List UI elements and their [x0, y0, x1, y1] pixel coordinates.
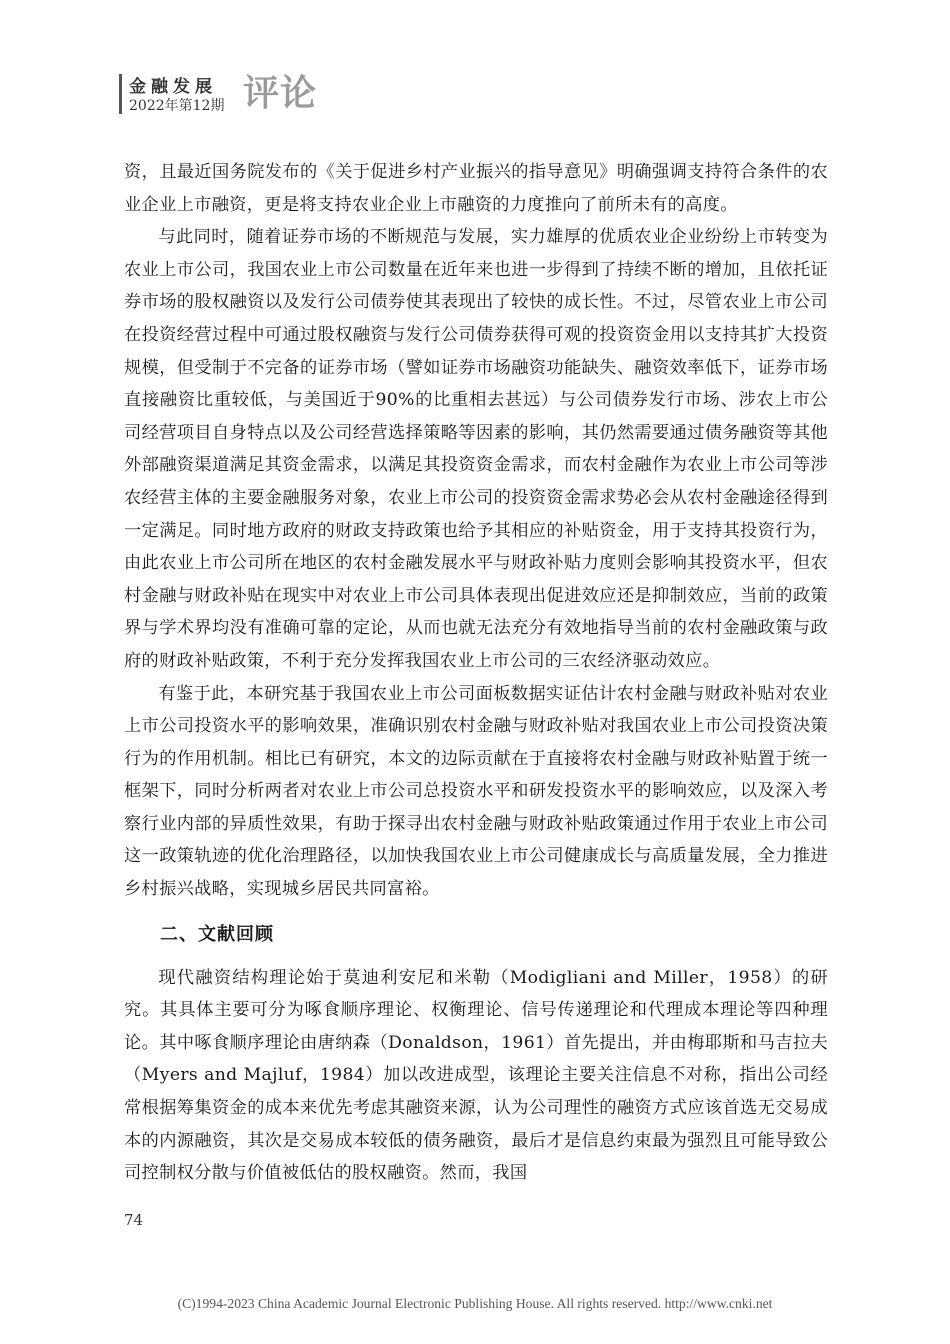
journal-name: 金融发展 [129, 77, 217, 97]
header-divider [119, 74, 122, 114]
paragraph-continued: 资，且最近国务院发布的《关于促进乡村产业振兴的指导意见》明确强调支持符合条件的农业企业上市融资，更是将支持农业企业上市融资的力度推向了前所未有的高度。 [124, 162, 828, 215]
paragraph: 与此同时，随着证券市场的不断规范与发展，实力雄厚的优质农业企业纷纷上市转变为农业上市公司，我国农业上市公司数量在近年来也进一步得到了持续不断的增加，且依托证券市场的股权融资以及发行公司债券使其表现出了较快的成长性。不过，尽管农业上市公司在投资经营过程中可通过股权融资与发行公司债券获得可观的投资资金用以支持其扩大投资规模，但受制于不完备的证券市场（譬如证券市场融资功能缺失、融资效率低下，证券市场直接融资比重较低，与美国近于90%的比重相去甚远）与公司债券发行市场、涉农上市公司经营项目自身特点以及公司经营选择策略等因素的影响，其仍然需要通过债务融资等其他外部融资渠道满足其资金需求，以满足其投资资金需求，而农村金融作为农业上市公司等涉农经营主体的主要金融服务对象，农业上市公司的投资资金需求势必会从农村金融途径得到一定满足。同时地方政府的财政支持政策也给予其相应的补贴资金，用于支持其投资行为，由此农业上市公司所在地区的农村金融发展水平与财政补贴力度则会影响其投资水平，但农村金融与财政补贴在现实中对农业上市公司具体表现出促进效应还是抑制效应，当前的政策界与学术界均没有准确可靠的定论，从而也就无法充分有效地指导当前的农村金融政策与政府的财政补贴政策，不利于充分发挥我国农业上市公司的三农经济驱动效应。 [124, 227, 828, 671]
page-number: 74 [124, 1211, 144, 1229]
paragraph: 现代融资结构理论始于莫迪利安尼和米勒（Modigliani and Miller，1958）的研究。其具体主要可分为啄食顺序理论、权衡理论、信号传递理论和代理成本理论等四种理论。其中啄食顺序理论由唐纳森（Donaldson，1961）首先提出，并由梅耶斯和马吉拉夫（Myers and Majluf，1984）加以改进成型，该理论主要关注信息不对称，指出公司经常根据筹集资金的成本来优先考虑其融资来源，认为公司理性的融资方式应该首选无交易成本的内源融资，其次是交易成本较低的债务融资，最后才是信息约束最为强烈且可能导致公司控制权分散与价值被低估的股权融资。然而，我国 [124, 967, 828, 1184]
paragraph: 有鉴于此，本研究基于我国农业上市公司面板数据实证估计农村金融与财政补贴对农业上市公司投资水平的影响效果，准确识别农村金融与财政补贴对我国农业上市公司投资决策行为的作用机制。相比已有研究，本文的边际贡献在于直接将农村金融与财政补贴置于统一框架下，同时分析两者对农业上市公司总投资水平和研发投资水平的影响效应，以及深入考察行业内部的异质性效果，有助于探寻出农村金融与财政补贴政策通过作用于农业上市公司这一政策轨迹的优化治理路径，以加快我国农业上市公司健康成长与高质量发展，全力推进乡村振兴战略，实现城乡居民共同富裕。 [124, 683, 828, 900]
issue-label: 2022年第12期 [129, 98, 225, 114]
section-label: 评论 [243, 73, 318, 114]
section-heading: 二、文献回顾 [160, 923, 274, 945]
article-body [124, 156, 828, 1190]
copyright-footer: (C)1994-2023 China Academic Journal Electronic Publishing House. All rights reserved. http://www.cnki.net [177, 1296, 773, 1311]
